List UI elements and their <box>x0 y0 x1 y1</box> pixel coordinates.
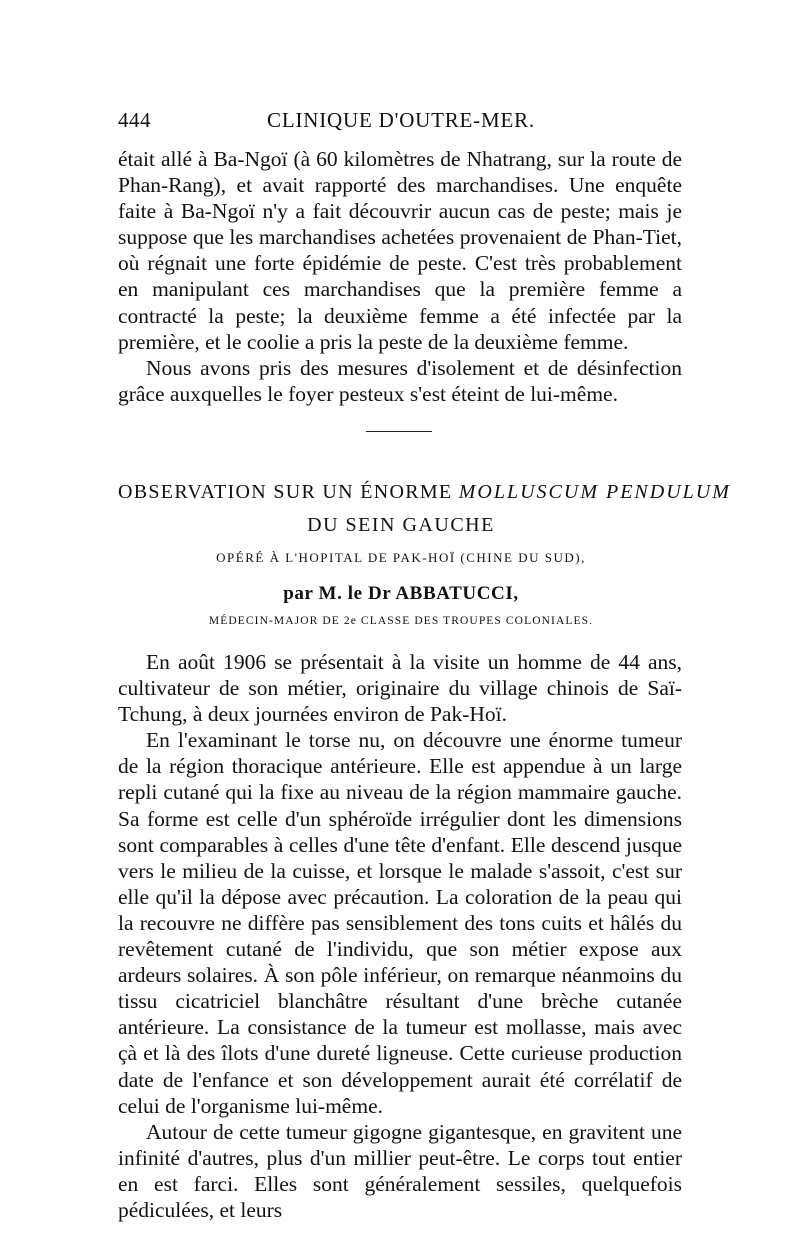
article-author: par M. le Dr ABBATUCCI, <box>283 583 519 604</box>
article-paragraph-2: En l'examinant le torse nu, on découvre une énorme tumeur de la région thoracique antérieure. Elle est appendue à un large repli cutané qui la fixe au niveau de la région mammaire gauche. Sa forme est celle d'un sphéroïde irrégulier dont les dimensions sont comparables à celles d'une tête d'enfant. Elle descend jusque vers le milieu de la cuisse, et lorsque le malade s'assoit, c'est sur elle qu'il la dépose avec précaution. La coloration de la peau qui la recouvre ne diffère pas sensiblement des tons cuits et hâlés du revêtement cutané de l'individu, que son métier expose aux ardeurs solaires. À son pôle inférieur, on remarque néanmoins du tissu cicatriciel blanchâtre résultant d'une brèche cutanée antérieure. La consistance de la tumeur est mollasse, mais avec çà et là des îlots d'une dureté ligneuse. Cette curieuse production date de l'enfance et son développement aurait été corrélatif de celui de l'organisme lui-même. <box>118 728 682 1118</box>
article-paragraph-3: Autour de cette tumeur gigogne gigantesque, en gravitent une infinité d'autres, plus d'un millier peut-être. Le corps tout entier en est farci. Elles sont généralement sessiles, quelquefois pédiculées, et leurs <box>118 1119 682 1222</box>
previous-paragraph-1: était allé à Ba-Ngoï (à 60 kilomètres de Nhatrang, sur la route de Phan-Rang), et avait rapporté des marchandises. Une enquête faite à Ba-Ngoï n'y a fait découvrir aucun cas de peste; mais je suppose que les marchandises achetées provenaient de Phan-Tiet, où régnait une forte épidémie de peste. C'est très probablement en manipulant ces marchandises que la première femme a contracté la peste; la deuxième femme a été infectée par la première, et le coolie a pris la peste de la deuxième femme. <box>118 147 682 354</box>
previous-paragraph-2: Nous avons pris des mesures d'isolement et de désinfection grâce auxquelles le foyer pesteux s'est éteint de lui-même. <box>118 355 682 406</box>
article-paragraph-1: En août 1906 se présentait à la visite un homme de 44 ans, cultivateur de son métier, originaire du village chinois de Saï-Tchung, à deux journées environ de Pak-Hoï. <box>118 650 682 727</box>
section-divider <box>366 431 432 432</box>
article-title-italic: MOLLUSCUM PENDULUM <box>458 481 731 503</box>
article-title-line-1 <box>118 481 731 504</box>
article-body <box>118 649 682 1223</box>
article-subtitle: OPÉRÉ À L'HOPITAL DE PAK-HOÏ (CHINE DU SUD), <box>216 550 586 565</box>
author-affiliation: MÉDECIN-MAJOR DE 2e CLASSE DES TROUPES COLONIALES. <box>208 615 594 627</box>
previous-article-text <box>118 146 682 407</box>
running-title: CLINIQUE D'OUTRE-MER. <box>267 108 535 132</box>
page-header <box>118 108 684 138</box>
article-title-prefix: OBSERVATION SUR UN ÉNORME <box>118 481 453 503</box>
page-number: 444 <box>118 108 151 132</box>
article-title-line-2: DU SEIN GAUCHE <box>307 514 495 536</box>
